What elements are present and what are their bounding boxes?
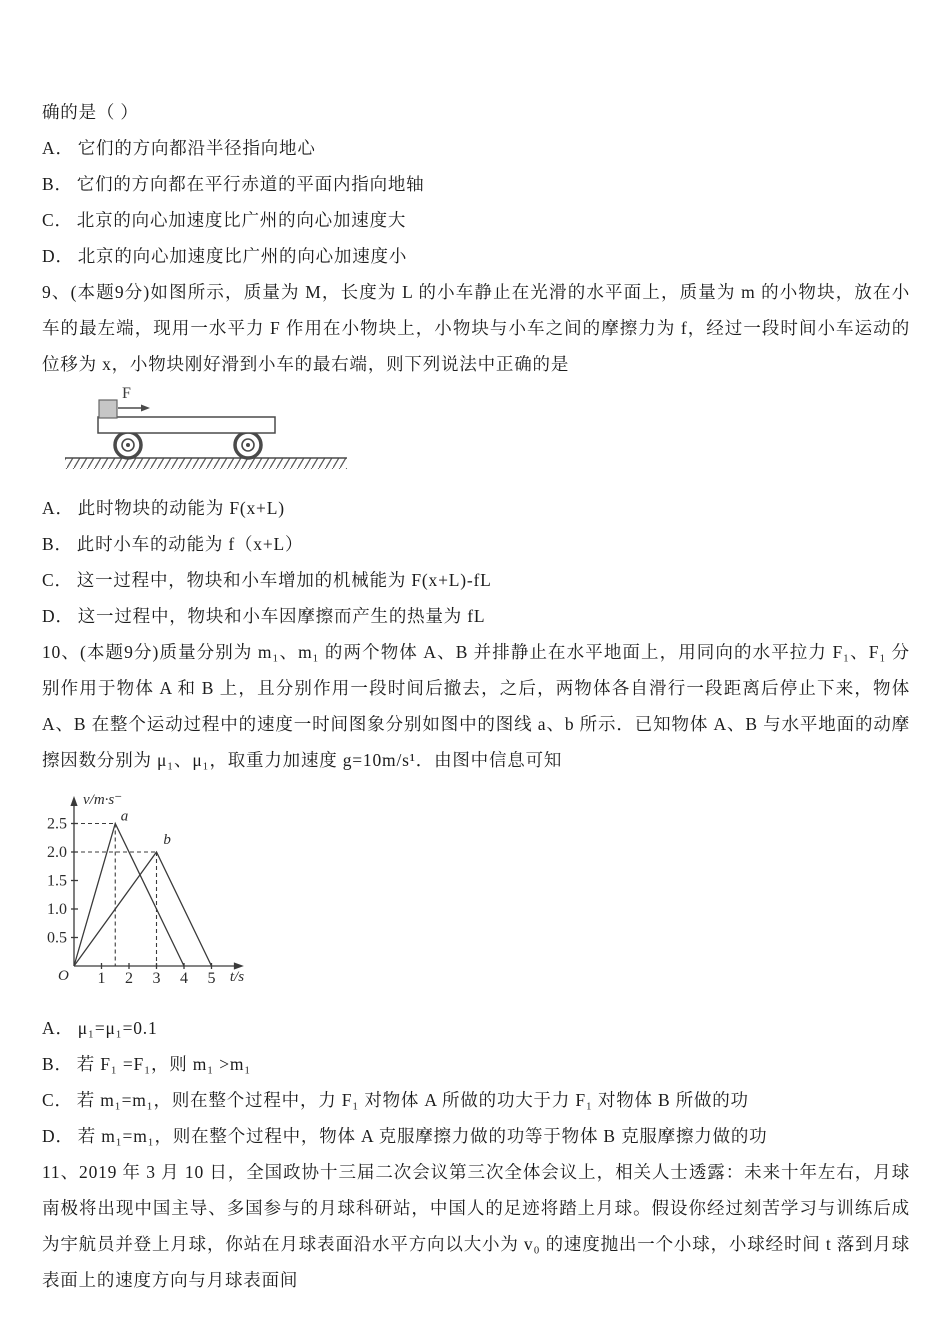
option-row <box>42 238 910 274</box>
y-tick-label: 2.0 <box>47 844 67 861</box>
option-row <box>42 490 910 526</box>
cart-wheel-right-axle <box>246 443 250 447</box>
option-text: 它们的方向都在平行赤道的平面内指向地轴 <box>76 174 425 194</box>
option-label: B． <box>42 174 73 194</box>
option-label: A． <box>42 1018 74 1038</box>
option-label: A． <box>42 498 74 518</box>
option-text: 这一过程中，物块和小车增加的机械能为 F(x+L)-fL <box>76 570 492 590</box>
vt-chart-container <box>44 788 910 1000</box>
cart-figure-container <box>60 384 910 476</box>
option-text: 这一过程中，物块和小车因摩擦而产生的热量为 fL <box>77 606 486 626</box>
y-tick-label: 2.5 <box>47 815 67 833</box>
option-text: 北京的向心加速度比广州的向心加速度大 <box>76 210 407 230</box>
y-tick-label: 0.5 <box>47 929 67 947</box>
series-line-b <box>74 852 212 966</box>
option-label: B． <box>42 534 73 554</box>
option-text: 它们的方向都沿半径指向地心 <box>77 138 316 158</box>
x-tick-label: 1 <box>97 970 106 987</box>
option-row <box>42 1118 910 1154</box>
series-label-a: a <box>120 808 129 825</box>
question10-options <box>42 1010 910 1154</box>
option-text: 此时物块的动能为 F(x+L) <box>77 498 285 518</box>
question9-options <box>42 490 910 634</box>
force-arrow-head <box>141 405 150 412</box>
x-axis-label: t/s <box>229 969 245 985</box>
option-label: C． <box>42 1090 73 1110</box>
option-text: 若 F₁ =F₁，则 m₁ >m₁ <box>76 1054 252 1074</box>
ground-hatch <box>65 458 347 469</box>
option-text: 若 m₁=m₁，则在整个过程中，力 F₁ 对物体 A 所做的功大于力 F₁ 对物体 B 所做的功 <box>76 1090 749 1110</box>
option-row <box>42 202 910 238</box>
question8-options <box>42 130 910 274</box>
y-tick-label: 1.5 <box>47 872 67 890</box>
y-axis-arrow <box>70 796 77 806</box>
option-row <box>42 526 910 562</box>
x-tick-label: 5 <box>207 970 216 987</box>
option-label: A． <box>42 138 74 158</box>
y-axis-label: v/m·s⁻ <box>83 792 123 808</box>
option-label: D． <box>42 246 74 266</box>
cart-wheel-left-axle <box>126 443 130 447</box>
origin-label: O <box>58 968 69 984</box>
option-row <box>42 1046 910 1082</box>
x-tick-label: 3 <box>152 970 161 987</box>
x-tick-label: 2 <box>125 970 133 987</box>
block <box>99 400 117 418</box>
y-tick-label: 1.0 <box>47 901 67 918</box>
cart-body <box>98 417 275 433</box>
option-row <box>42 166 910 202</box>
option-label: C． <box>42 570 73 590</box>
series-label-b: b <box>163 832 171 849</box>
option-text: 若 m₁=m₁，则在整个过程中，物体 A 克服摩擦力做的功等于物体 B 克服摩擦力做的功 <box>77 1126 768 1146</box>
cart-figure <box>60 384 360 476</box>
option-row <box>42 1082 910 1118</box>
option-text: 北京的向心加速度比广州的向心加速度小 <box>77 246 408 266</box>
option-row <box>42 598 910 634</box>
option-label: B． <box>42 1054 73 1074</box>
force-label: F <box>122 385 131 402</box>
option-row <box>42 130 910 166</box>
question10-stem: 10、(本题9分)质量分别为 m₁、m₁ 的两个物体 A、B 并排静止在水平地面上，用同向的水平拉力 F₁、F₁ 分别作用于物体 A 和 B 上，且分别作用一段时间后撤去，之后，两物体各自滑行一段距离后停止下来，物体 A、B 在整个运动过程中的速度一时间图象分别如图中的图线 a、b 所示．已知物体 A、B 与水平地面的动摩擦因数分别为 μ₁、μ₁，取重力加速度 g=10m/s¹．由图中信息可知 <box>42 642 910 770</box>
question8-stem-tail: 确的是（ ） <box>42 102 139 122</box>
x-tick-label: 4 <box>180 970 188 987</box>
question11-stem: 11、2019 年 3 月 10 日，全国政协十三届二次会议第三次全体会议上，相关人士透露：未来十年左右，月球南极将出现中国主导、多国参与的月球科研站，中国人的足迹将踏上月球。假设你经过刻苦学习与训练后成为宇航员并登上月球，你站在月球表面沿水平方向以大小为 v₀ 的速度抛出一个小球，小球经时间 t 落到月球表面上的速度方向与月球表面间 <box>42 1162 910 1290</box>
option-row <box>42 562 910 598</box>
question9-stem: 9、(本题9分)如图所示，质量为 M，长度为 L 的小车静止在光滑的水平面上，质量为 m 的小物块，放在小车的最左端，现用一水平力 F 作用在小物块上，小物块与小车之间的摩擦力为 f，经过一段时间小车运动的位移为 x，小物块刚好滑到小车的最右端，则下列说法中正确的是 <box>42 282 910 374</box>
option-text: μ₁=μ₁=0.1 <box>77 1018 158 1038</box>
option-label: C． <box>42 210 73 230</box>
option-label: D． <box>42 606 74 626</box>
option-row <box>42 1010 910 1046</box>
option-text: 此时小车的动能为 f（x+L） <box>76 534 304 554</box>
option-label: D． <box>42 1126 74 1146</box>
velocity-time-chart <box>44 788 294 998</box>
